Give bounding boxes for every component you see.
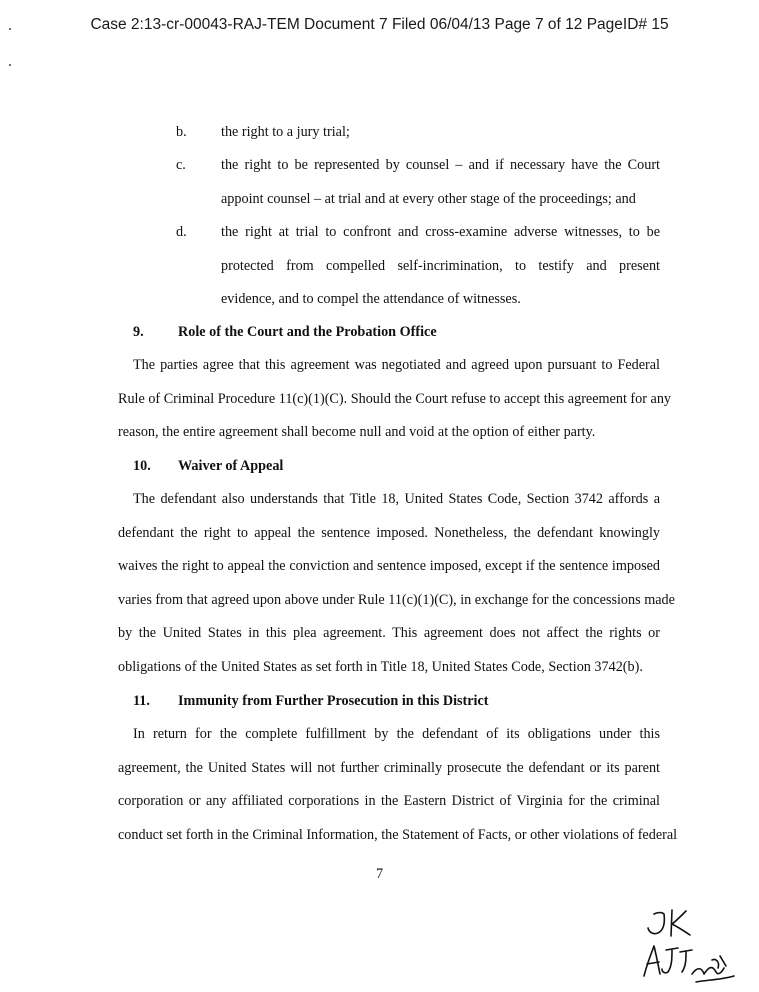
case-header: Case 2:13-cr-00043-RAJ-TEM Document 7 Filed 06/04/13 Page 7 of 12 PageID# 15 <box>90 16 669 33</box>
paragraph-line: Rule of Criminal Procedure 11(c)(1)(C). Should the Court refuse to accept this agreement for any <box>118 391 672 407</box>
paragraph-line: conduct set forth in the Criminal Information, the Statement of Facts, or other violations of federal <box>118 827 678 843</box>
paragraph-line: corporation or any affiliated corporations in the Eastern District of Virginia for the criminal <box>118 793 660 809</box>
list-item-text: the right to be represented by counsel – and if necessary have the Court <box>221 157 660 173</box>
handwritten-initials <box>634 902 744 986</box>
section-number: 9. <box>133 324 144 340</box>
list-item-text: the right to a jury trial; <box>221 124 350 140</box>
paragraph-line: reason, the entire agreement shall become null and void at the option of either party. <box>118 424 596 440</box>
paragraph-line: obligations of the United States as set forth in Title 18, United States Code, Section 3742(b). <box>118 659 643 675</box>
paragraph-line: varies from that agreed upon above under Rule 11(c)(1)(C), in exchange for the concessions made <box>118 592 675 608</box>
section-title: Immunity from Further Prosecution in this District <box>178 693 489 709</box>
list-item-letter: d. <box>176 224 187 240</box>
section-number: 11. <box>133 693 150 709</box>
paragraph-line: The parties agree that this agreement was negotiated and agreed upon pursuant to Federal <box>133 357 660 373</box>
section-title: Waiver of Appeal <box>178 458 284 474</box>
paragraph-line: defendant the right to appeal the sentence imposed. Nonetheless, the defendant knowingly <box>118 525 660 541</box>
list-item-text: the right at trial to confront and cross-examine adverse witnesses, to be <box>221 224 660 240</box>
scan-speck <box>9 64 11 66</box>
paragraph-line: agreement, the United States will not further criminally prosecute the defendant or its parent <box>118 760 660 776</box>
section-title: Role of the Court and the Probation Office <box>178 324 437 340</box>
list-item-text: evidence, and to compel the attendance of witnesses. <box>221 291 521 307</box>
page-number: 7 <box>375 866 384 882</box>
paragraph-line: The defendant also understands that Title 18, United States Code, Section 3742 affords a <box>133 491 660 507</box>
scan-speck <box>9 28 11 30</box>
list-item-letter: b. <box>176 124 187 140</box>
paragraph-line: by the United States in this plea agreement. This agreement does not affect the rights or <box>118 625 660 641</box>
paragraph-line: waives the right to appeal the conviction and sentence imposed, except if the sentence imposed <box>118 558 660 574</box>
list-item-letter: c. <box>176 157 186 173</box>
list-item-text: appoint counsel – at trial and at every other stage of the proceedings; and <box>221 191 636 207</box>
list-item-text: protected from compelled self-incrimination, to testify and present <box>221 258 660 274</box>
paragraph-line: In return for the complete fulfillment by the defendant of its obligations under this <box>133 726 660 742</box>
section-number: 10. <box>133 458 151 474</box>
